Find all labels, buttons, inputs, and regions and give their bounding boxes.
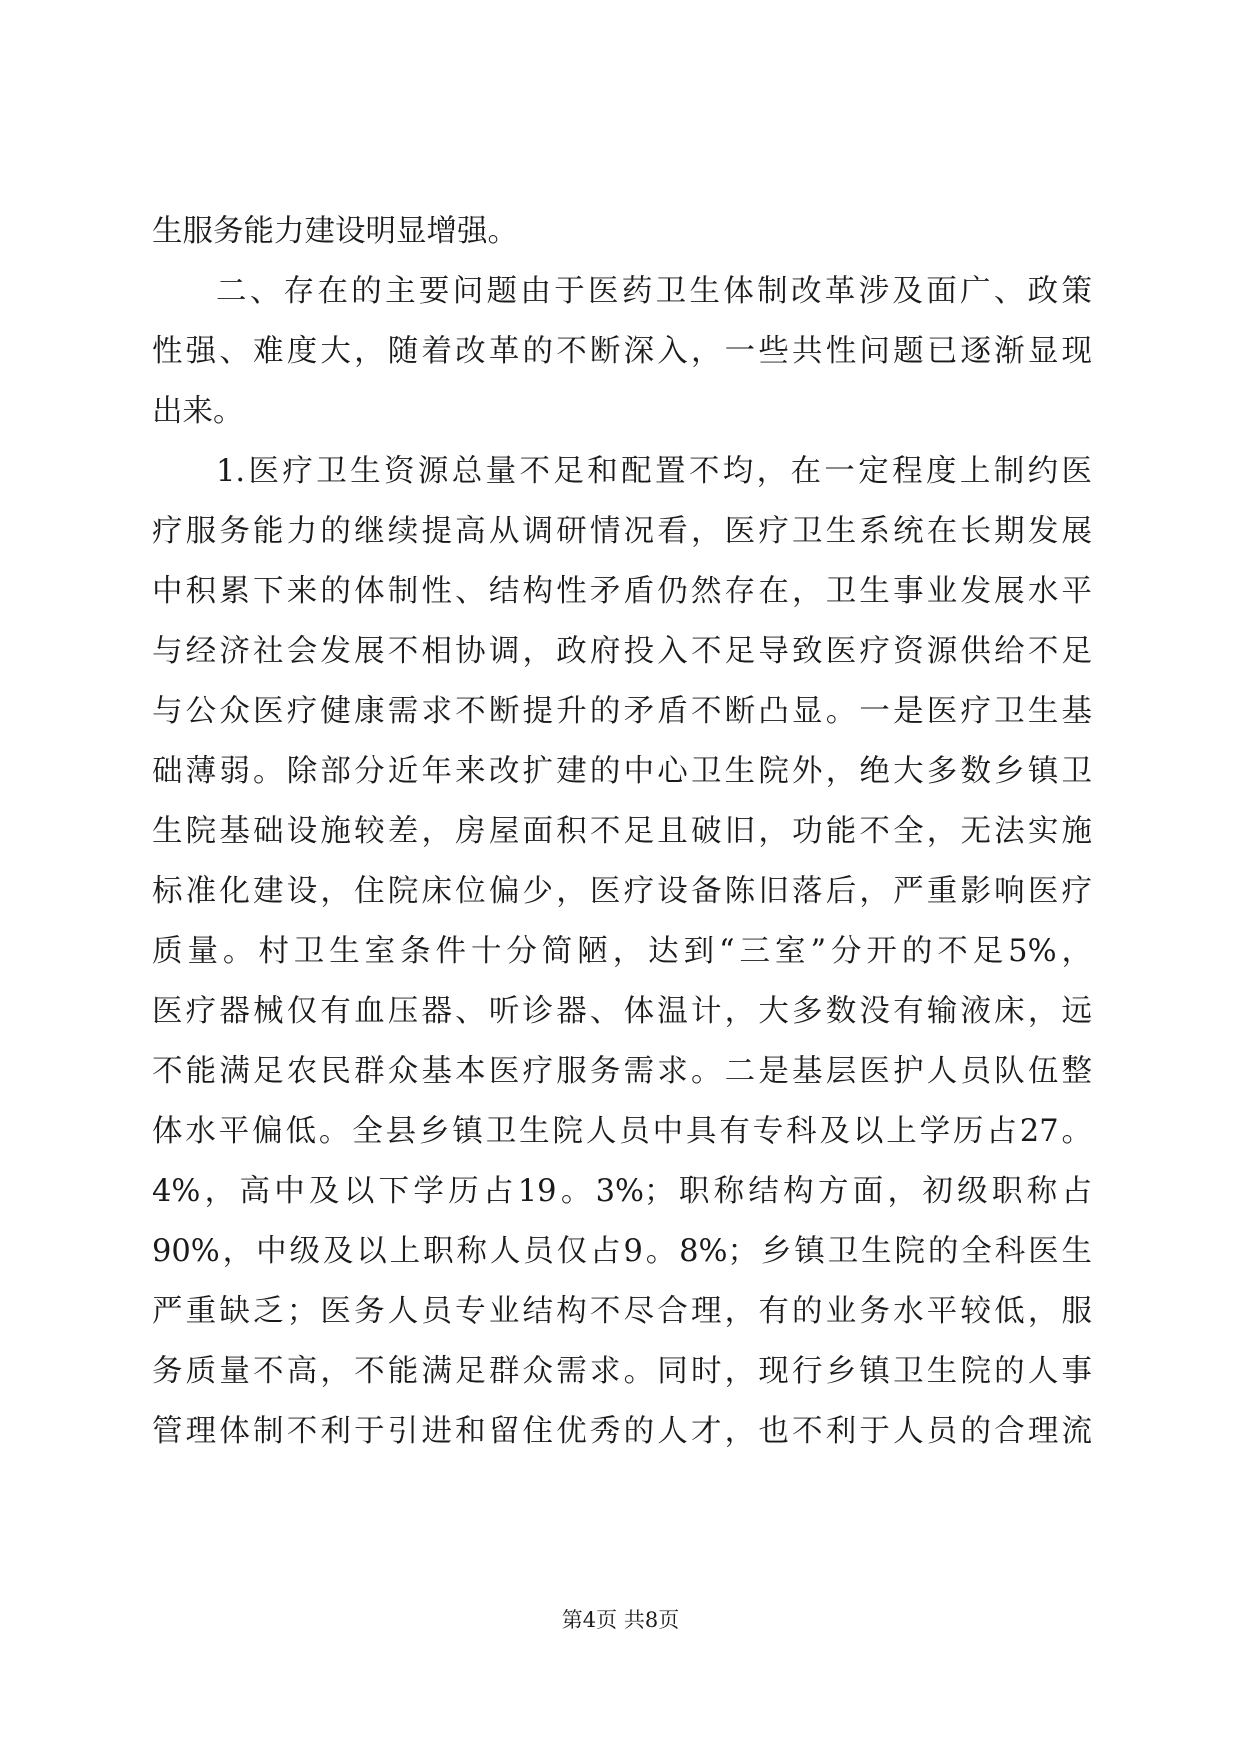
text-line: 4%，高中及以下学历占19。3%；职称结构方面，初级职称占 bbox=[152, 1174, 1092, 1209]
text-line: 出来。 bbox=[152, 394, 244, 429]
text-line: 管理体制不利于引进和留住优秀的人才，也不利于人员的合理流 bbox=[152, 1414, 1092, 1449]
text-line: 疗服务能力的继续提高从调研情况看，医疗卫生系统在长期发展 bbox=[152, 514, 1092, 549]
text-line: 标准化建设，住院床位偏少，医疗设备陈旧落后，严重影响医疗 bbox=[152, 874, 1092, 909]
text-line: 严重缺乏；医务人员专业结构不尽合理，有的业务水平较低，服 bbox=[152, 1294, 1092, 1329]
text-line: 性强、难度大，随着改革的不断深入，一些共性问题已逐渐显现 bbox=[152, 334, 1092, 369]
page-number-footer: 第4页 共8页 bbox=[561, 1608, 680, 1632]
text-line: 础薄弱。除部分近年来改扩建的中心卫生院外，绝大多数乡镇卫 bbox=[152, 754, 1092, 789]
text-line: 与公众医疗健康需求不断提升的矛盾不断凸显。一是医疗卫生基 bbox=[152, 694, 1092, 729]
text-line: 务质量不高，不能满足群众需求。同时，现行乡镇卫生院的人事 bbox=[152, 1354, 1092, 1389]
text-line: 体水平偏低。全县乡镇卫生院人员中具有专科及以上学历占27。 bbox=[152, 1114, 1092, 1149]
text-line: 生院基础设施较差，房屋面积不足且破旧，功能不全，无法实施 bbox=[152, 814, 1092, 849]
text-line: 医疗器械仅有血压器、听诊器、体温计，大多数没有输液床，远 bbox=[152, 994, 1092, 1029]
text-line: 生服务能力建设明显增强。 bbox=[152, 214, 518, 249]
text-line: 90%，中级及以上职称人员仅占9。8%；乡镇卫生院的全科医生 bbox=[152, 1234, 1092, 1269]
text-line: 质量。村卫生室条件十分简陋，达到“三室”分开的不足5%， bbox=[152, 934, 1092, 969]
text-line: 与经济社会发展不相协调，政府投入不足导致医疗资源供给不足 bbox=[152, 634, 1092, 669]
text-line: 二、存在的主要问题由于医药卫生体制改革涉及面广、政策 bbox=[216, 274, 1092, 309]
text-line: 1.医疗卫生资源总量不足和配置不均，在一定程度上制约医 bbox=[216, 454, 1092, 489]
body-text bbox=[152, 202, 1092, 1462]
text-line: 不能满足农民群众基本医疗服务需求。二是基层医护人员队伍整 bbox=[152, 1054, 1092, 1089]
text-line: 中积累下来的体制性、结构性矛盾仍然存在，卫生事业发展水平 bbox=[152, 574, 1092, 609]
